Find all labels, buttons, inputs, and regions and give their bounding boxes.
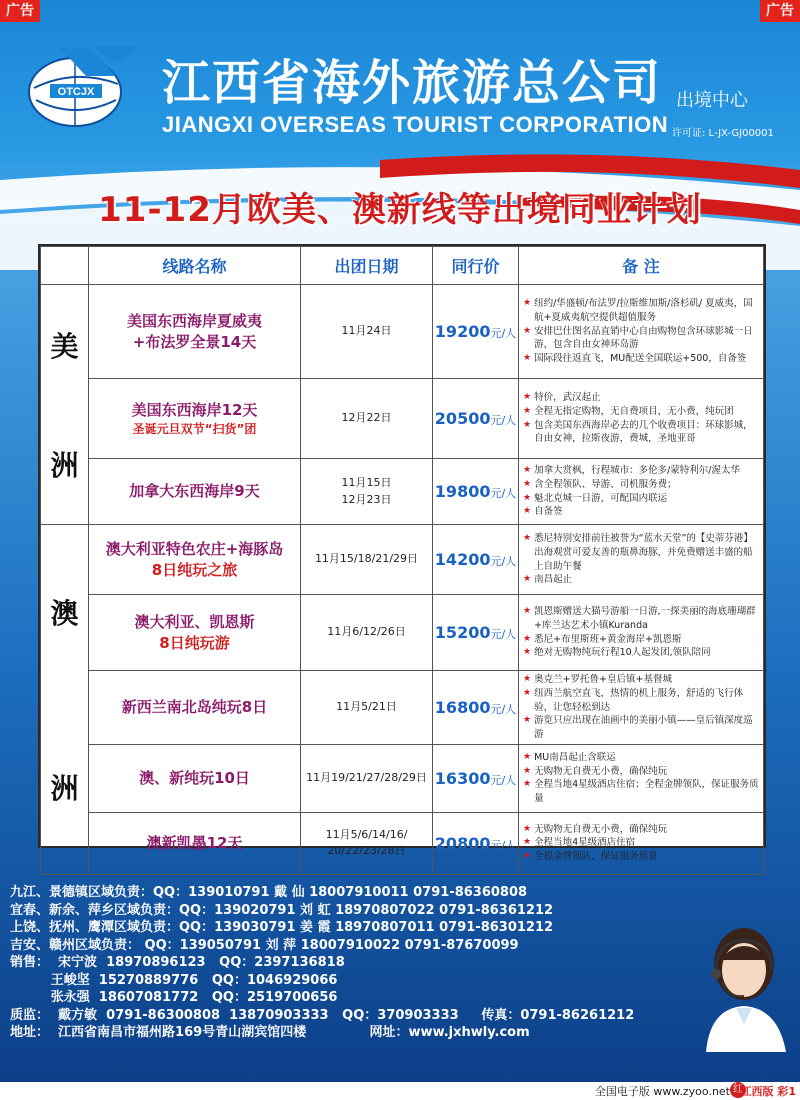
- price-cell: [433, 812, 519, 874]
- region-americas-char2: 洲: [50, 449, 79, 483]
- contact-row: 销售： 宋宁波 18970896123 QQ：2397136818: [10, 955, 345, 970]
- table-row: [41, 671, 764, 745]
- star-icon: ★: [523, 633, 532, 644]
- contact-row: 王峻坚 15270889776 QQ：1046929066: [10, 972, 338, 988]
- route-line1: 澳大利亚、凯恩斯: [134, 612, 255, 631]
- region-oceania: [41, 525, 89, 875]
- company-name-en: JIANGXI OVERSEAS TOURIST CORPORATION: [162, 112, 669, 137]
- star-icon: ★: [523, 751, 532, 762]
- contact-row: 吉安、赣州区域负责： QQ：139050791 刘 萍 18007910022 0791-87670099: [10, 937, 519, 953]
- itinerary-table: [38, 244, 766, 863]
- notes-cell: [519, 671, 764, 745]
- table-row: [41, 459, 764, 525]
- header-route: 线路名称: [89, 247, 301, 285]
- region-americas: [41, 285, 89, 525]
- region-oceania-char2: 洲: [50, 771, 79, 805]
- star-icon: ★: [523, 779, 532, 790]
- departure-date: 11月5/21日: [301, 671, 433, 745]
- company-subtitle: 出境中心: [676, 90, 748, 111]
- price-cell: [433, 525, 519, 595]
- contact-row: 宜春、新余、萍乡区域负责：QQ：139020791 刘 虹 18970807022 0791-86361212: [10, 902, 554, 918]
- route-line1: 加拿大东西海岸9天: [129, 482, 260, 500]
- note-item: ★ 绝对无购物纯玩行程10人起发团,领队陪同: [523, 647, 711, 659]
- region-oceania-char1: 澳: [50, 597, 79, 631]
- note-item: ★ 全程无指定购物，无自费项目，无小费，纯玩团: [523, 405, 734, 417]
- plan-title: 11-12月欧美、澳新线等出境同业计划: [98, 190, 702, 230]
- note-item: ★ 加拿大赏枫，行程城市：多伦多/蒙特利尔/渥太华: [523, 464, 740, 476]
- ad-label-right: 广告: [760, 0, 800, 22]
- star-icon: ★: [523, 405, 532, 416]
- star-icon: ★: [523, 506, 532, 517]
- header-notes: 备 注: [519, 247, 764, 285]
- notes-cell: [519, 525, 764, 595]
- price-cell: [433, 671, 519, 745]
- star-icon: ★: [523, 574, 532, 585]
- note-item: ★ 纽西兰航空直飞，热情的机上服务，舒适的飞行体验，让您轻松到达: [523, 687, 744, 713]
- price-value: 14200: [434, 550, 491, 569]
- note-item: ★ 包含美国东西海岸必去的几个收费项目：环球影城，自由女神，拉斯夜游，费城，圣地亚哥: [523, 419, 753, 445]
- price-unit: 元/人: [490, 414, 517, 427]
- notes-cell: [519, 595, 764, 671]
- note-item: ★ 奥克兰+罗托鲁+皇后镇+基督城: [523, 674, 672, 685]
- departure-date: 12月22日: [301, 379, 433, 459]
- note-item: ★ 无购物无自费无小费，确保纯玩: [523, 823, 668, 835]
- table-row: [41, 595, 764, 671]
- price-unit: 元/人: [490, 773, 517, 787]
- star-icon: ★: [523, 464, 532, 475]
- footer-site-text: 全国电子版 www.zyoo.net: [594, 1085, 730, 1098]
- price-unit: 元/人: [490, 628, 517, 641]
- star-icon: ★: [523, 353, 532, 364]
- notes-cell: [519, 285, 764, 379]
- customer-service-avatar: [686, 912, 796, 1052]
- star-icon: ★: [523, 419, 532, 430]
- star-icon: ★: [523, 715, 532, 726]
- note-item: ★ 全程当地4星级酒店住宿；全程金牌领队，保证服务质量: [523, 779, 759, 805]
- footer-edition: 江西版 彩1: [740, 1085, 796, 1098]
- note-item: ★ 特价，武汉起止: [523, 391, 601, 403]
- route-line2: 8日纯玩之旅: [151, 560, 238, 579]
- departure-date: 11月5/6/14/16/ 20/22/23/28日: [301, 812, 433, 874]
- logo-text: OTCJX: [57, 86, 95, 98]
- price-cell: [433, 379, 519, 459]
- star-icon: ★: [523, 765, 532, 776]
- star-icon: ★: [523, 687, 532, 698]
- notes-cell: [519, 379, 764, 459]
- route-name: [89, 812, 301, 874]
- price-cell: [433, 595, 519, 671]
- route-line1: 美国东西海岸12天: [131, 400, 258, 419]
- region-americas-char1: 美: [50, 329, 79, 363]
- price-cell: [433, 285, 519, 379]
- note-item: ★ 无购物无自费无小费，确保纯玩: [523, 765, 668, 777]
- route-line1: 澳、新纯玩10日: [139, 768, 250, 787]
- departure-date: 11月6/12/26日: [301, 595, 433, 671]
- route-name: [89, 525, 301, 595]
- note-item: ★ 纽约/华盛顿/布法罗/拉斯维加斯/洛杉矶/ 夏威夷，国航+夏威夷航空提供超值服务: [523, 298, 753, 323]
- note-item: ★ 安排巴仕图名品直销中心自由购物包含环球影城一日游，包含自由女神环岛游: [523, 325, 753, 351]
- table-row: [41, 379, 764, 459]
- route-line2: 圣诞元旦双节“扫货”团: [132, 421, 257, 436]
- note-item: ★ 游览只应出现在油画中的美丽小镇——皇后镇深度巡游: [523, 715, 753, 741]
- star-icon: ★: [523, 823, 532, 834]
- route-name: [89, 744, 301, 812]
- note-item: ★ 含全程领队、导游、司机服务费；: [523, 478, 677, 490]
- route-line1: 美国东西海岸夏威夷: [126, 311, 262, 330]
- price-value: 20800: [434, 833, 491, 853]
- price-unit: 元/人: [490, 555, 517, 568]
- header-region: [41, 247, 89, 285]
- note-item: ★ MU南昌起止含联运: [523, 751, 616, 763]
- note-item: ★ 魁北克城一日游，可配国内联运: [523, 492, 668, 504]
- header-date: 出团日期: [301, 247, 433, 285]
- table-row: [41, 744, 764, 812]
- license-number: 许可证: L-JX-GJ00001: [672, 128, 774, 139]
- notes-cell: [519, 744, 764, 812]
- route-name: [89, 379, 301, 459]
- price-value: 15200: [434, 623, 491, 642]
- ad-label-left: 广告: [0, 0, 40, 22]
- star-icon: ★: [523, 837, 532, 848]
- table-row: [41, 285, 764, 379]
- contact-row: 质监： 戴方敏 0791-86300808 13870903333 QQ：370903333 传真：0791-86261212: [10, 1007, 635, 1023]
- route-line1: 新西兰南北岛纯玩8日: [121, 697, 268, 716]
- price-unit: 元/人: [490, 702, 517, 716]
- price-unit: 元/人: [490, 838, 517, 852]
- contact-row: 上饶、抚州、鹰潭区域负责：QQ：139030791 姜 霞 18970807011 0791-86301212: [10, 920, 554, 935]
- departure-date: 11月15/18/21/29日: [301, 525, 433, 595]
- header-price: 同行价: [433, 247, 519, 285]
- contact-row: 地址： 江西省南昌市福州路169号青山湖宾馆四楼 网址：www.jxhwly.com: [10, 1025, 530, 1040]
- table-row: [41, 525, 764, 595]
- star-icon: ★: [523, 325, 532, 336]
- contact-row: 九江、景德镇区域负责：QQ：139010791 戴 仙 18007910011 0791-86360808: [10, 885, 528, 900]
- notes-cell: [519, 812, 764, 874]
- price-cell: [433, 744, 519, 812]
- departure-date: 11月19/21/27/28/29日: [301, 744, 433, 812]
- route-name: [89, 671, 301, 745]
- route-line1: 澳大利亚特色农庄+海豚岛: [105, 539, 284, 558]
- price-value: 16300: [434, 768, 491, 788]
- star-icon: ★: [523, 647, 532, 658]
- star-icon: ★: [523, 478, 532, 489]
- price-unit: 元/人: [490, 327, 517, 340]
- star-icon: ★: [523, 851, 532, 862]
- table-header-row: [41, 247, 764, 285]
- notes-cell: [519, 459, 764, 525]
- company-name-cn: 江西省海外旅游总公司: [162, 55, 663, 111]
- price-value: 20500: [434, 409, 491, 428]
- note-item: ★ 悉尼+布里斯班+黄金海岸+凯恩斯: [523, 633, 682, 645]
- note-item: ★ 南昌起止: [523, 574, 573, 586]
- star-icon: ★: [523, 298, 532, 309]
- note-item: ★ 全程当地4星级酒店住宿: [523, 837, 636, 849]
- route-name: [89, 459, 301, 525]
- departure-date: 11月15日 12月23日: [301, 459, 433, 525]
- price-cell: [433, 459, 519, 525]
- note-item: ★ 凯恩斯赠送大猫号游船一日游,一探美丽的海底珊瑚群+库兰达艺术小镇Kuranda: [523, 605, 756, 631]
- route-line1: 澳新凯墨12天: [146, 833, 243, 852]
- star-icon: ★: [523, 492, 532, 503]
- price-value: 19200: [434, 322, 491, 341]
- price-value: 19800: [434, 482, 491, 501]
- route-line2: +布法罗全景14天: [132, 332, 257, 351]
- route-name: [89, 285, 301, 379]
- star-icon: ★: [523, 605, 532, 616]
- note-item: ★ 自备签: [523, 506, 563, 518]
- table-row: [41, 812, 764, 874]
- contact-info: [10, 884, 710, 1042]
- contact-row: 张永强 18607081772 QQ：2519700656: [10, 990, 338, 1005]
- star-icon: ★: [523, 674, 532, 684]
- departure-date: 11月24日: [301, 285, 433, 379]
- route-name: [89, 595, 301, 671]
- star-icon: ★: [523, 532, 532, 543]
- star-icon: ★: [523, 391, 532, 402]
- footer-logo-icon: 红: [730, 1082, 746, 1098]
- note-item: ★ 国际段往返直飞，MU配送全国联运+500，自备签: [523, 353, 747, 365]
- company-logo-icon: [20, 40, 150, 132]
- note-item: ★ 悉尼特别安排前往被誉为“蓝水天堂”的【史蒂芬港】出海观赏可爱友善的瓶鼻海豚，并免费赠送丰盛的船上自助午餐: [523, 532, 753, 572]
- route-line2: 8日纯玩游: [159, 633, 230, 652]
- price-unit: 元/人: [490, 487, 517, 500]
- price-value: 16800: [434, 697, 491, 717]
- note-item: ★ 全程金牌领队，保证服务质量: [523, 851, 658, 863]
